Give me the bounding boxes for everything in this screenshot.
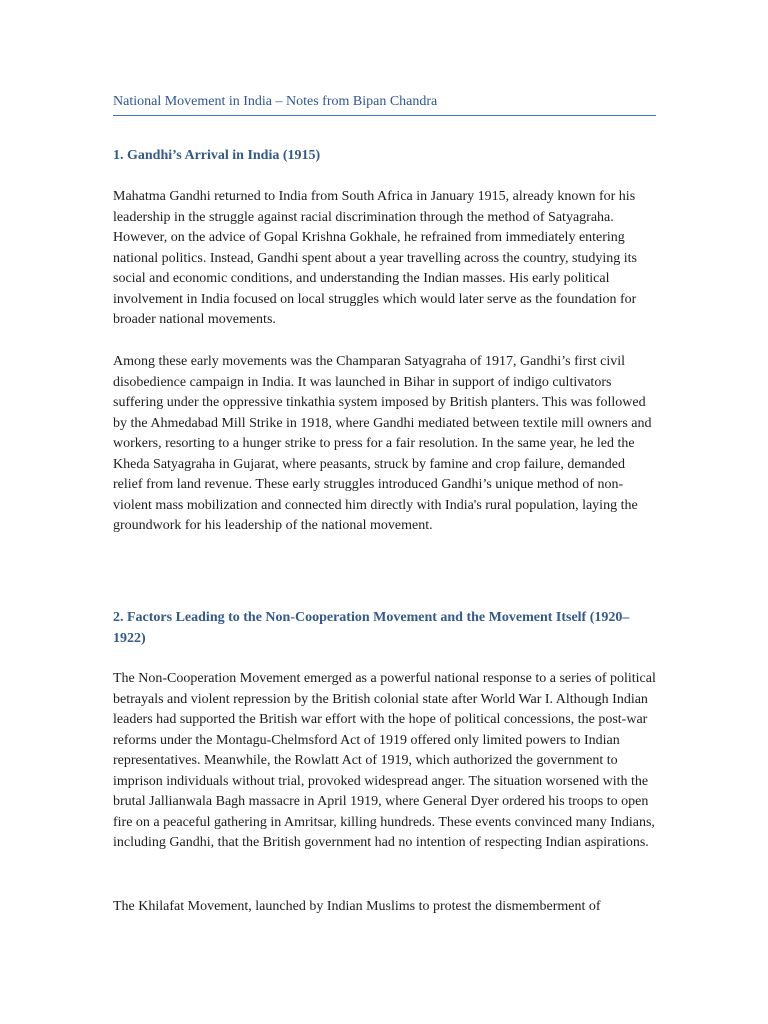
section-1-paragraph-1: Mahatma Gandhi returned to India from South Africa in January 1915, already known for his leadership in the struggle against racial discrimination through the method of Satyagraha. However, on the advice of Gopal Krishna Gokhale, he refrained from immediately entering national politics. Instead, Gandhi spent about a year travelling across the country, studying its social and economic conditions, and understanding the Indian masses. His early political involvement in India focused on local struggles which would later serve as the foundation for broader national movements. <box>113 189 637 327</box>
section-2-paragraph-2: The Khilafat Movement, launched by Indian Muslims to protest the dismemberment of <box>113 899 601 914</box>
document-title: National Movement in India – Notes from Bipan Chandra <box>113 93 656 116</box>
section-1-paragraph-2: Among these early movements was the Champaran Satyagraha of 1917, Gandhi’s first civil disobedience campaign in India. It was launched in Bihar in support of indigo cultivators suffering under the oppressive tinkathia system imposed by British planters. This was followed by the Ahmedabad Mill Strike in 1918, where Gandhi mediated between textile mill owners and workers, resorting to a hunger strike to press for a fair resolution. In the same year, he led the Kheda Satyagraha in Gujarat, where peasants, struck by famine and crop failure, demanded relief from land revenue. These early struggles introduced Gandhi’s unique method of non-violent mass mobilization and connected him directly with India's rural population, laying the groundwork for his leadership of the national movement. <box>113 354 652 533</box>
section-heading-2: 2. Factors Leading to the Non-Cooperation Movement and the Movement Itself (1920–1922) <box>113 610 630 646</box>
section-2-paragraph-1: The Non-Cooperation Movement emerged as a powerful national response to a series of political betrayals and violent repression by the British colonial state after World War I. Although Indian leaders had supported the British war effort with the hope of political concessions, the post-war reforms under the Montagu-Chelmsford Act of 1919 offered only limited powers to Indian representatives. Meanwhile, the Rowlatt Act of 1919, which authorized the government to imprison individuals without trial, provoked widespread anger. The situation worsened with the brutal Jallianwala Bagh massacre in April 1919, where General Dyer ordered his troops to open fire on a peaceful gathering in Amritsar, killing hundreds. These events convinced many Indians, including Gandhi, that the British government had no intention of respecting Indian aspirations. <box>113 671 656 850</box>
section-heading-1: 1. Gandhi’s Arrival in India (1915) <box>113 148 321 163</box>
